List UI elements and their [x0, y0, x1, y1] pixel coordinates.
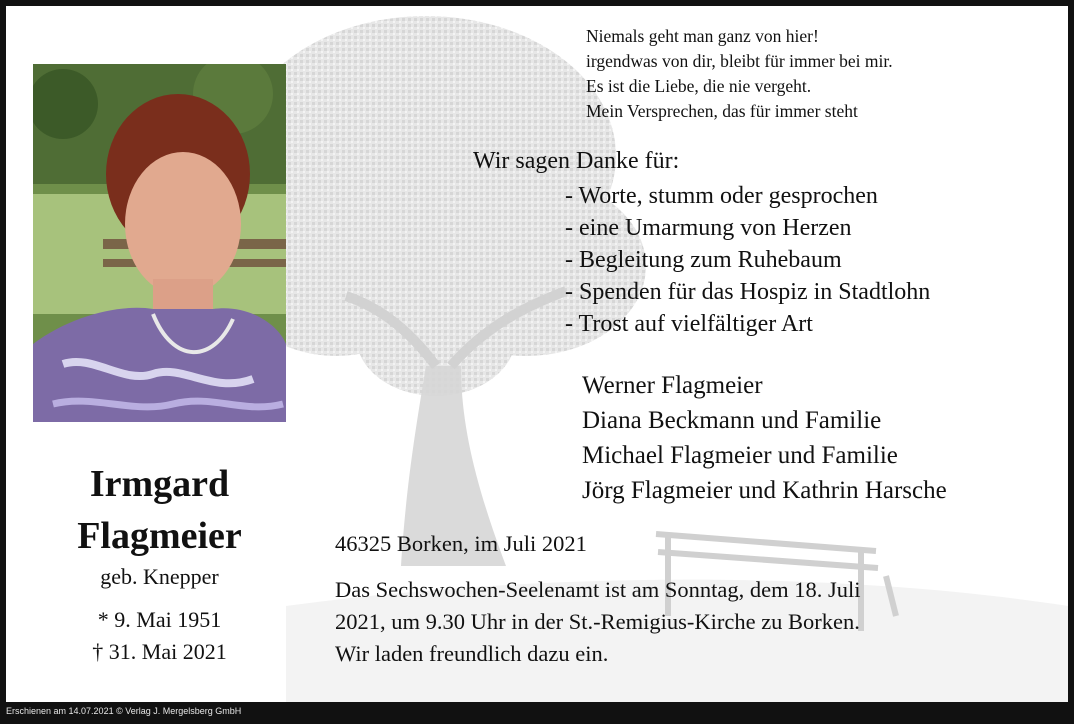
thanks-item: - Trost auf vielfältiger Art [565, 311, 813, 337]
thanks-list [565, 180, 930, 340]
poem-line: Es ist die Liebe, die nie vergeht. [586, 76, 812, 96]
family-member: Jörg Flagmeier und Kathrin Harsche [582, 477, 947, 504]
notice-line: Das Sechswochen-Seelenamt ist am Sonntag, dem 18. Juli [335, 577, 861, 602]
obituary-card [6, 6, 1068, 702]
family-signatures [582, 368, 947, 508]
thanks-item: - eine Umarmung von Herzen [565, 215, 852, 241]
family-member: Michael Flagmeier und Familie [582, 442, 898, 469]
poem-line: Niemals geht man ganz von hier! [586, 26, 819, 46]
thanks-item: - Begleitung zum Ruhebaum [565, 247, 842, 273]
deceased-last-name: Flagmeier [77, 515, 242, 557]
publication-footer: Erschienen am 14.07.2021 © Verlag J. Mergelsberg GmbH [6, 706, 242, 716]
memorial-service-notice [335, 574, 1048, 670]
poem [586, 24, 893, 124]
family-member: Werner Flagmeier [582, 372, 763, 399]
birth-date: * 9. Mai 1951 [97, 607, 222, 632]
notice-line: 2021, um 9.30 Uhr in der St.-Remigius-Kirche zu Borken. [335, 609, 860, 634]
notice-line: Wir laden freundlich dazu ein. [335, 641, 609, 666]
poem-line: Mein Versprechen, das für immer steht [586, 101, 858, 121]
thanks-item: - Spenden für das Hospiz in Stadtlohn [565, 279, 931, 305]
death-date: † 31. Mai 2021 [92, 639, 227, 664]
family-member: Diana Beckmann und Familie [582, 407, 882, 434]
thanks-item: - Worte, stumm oder gesprochen [565, 183, 878, 209]
deceased-first-name: Irmgard [89, 463, 230, 505]
poem-line: irgendwas von dir, bleibt für immer bei mir. [586, 51, 893, 71]
thanks-heading: Wir sagen Danke für: [473, 148, 680, 174]
portrait-photo [33, 64, 286, 422]
birth-name: geb. Knepper [100, 564, 219, 589]
place-date: 46325 Borken, im Juli 2021 [335, 531, 587, 556]
